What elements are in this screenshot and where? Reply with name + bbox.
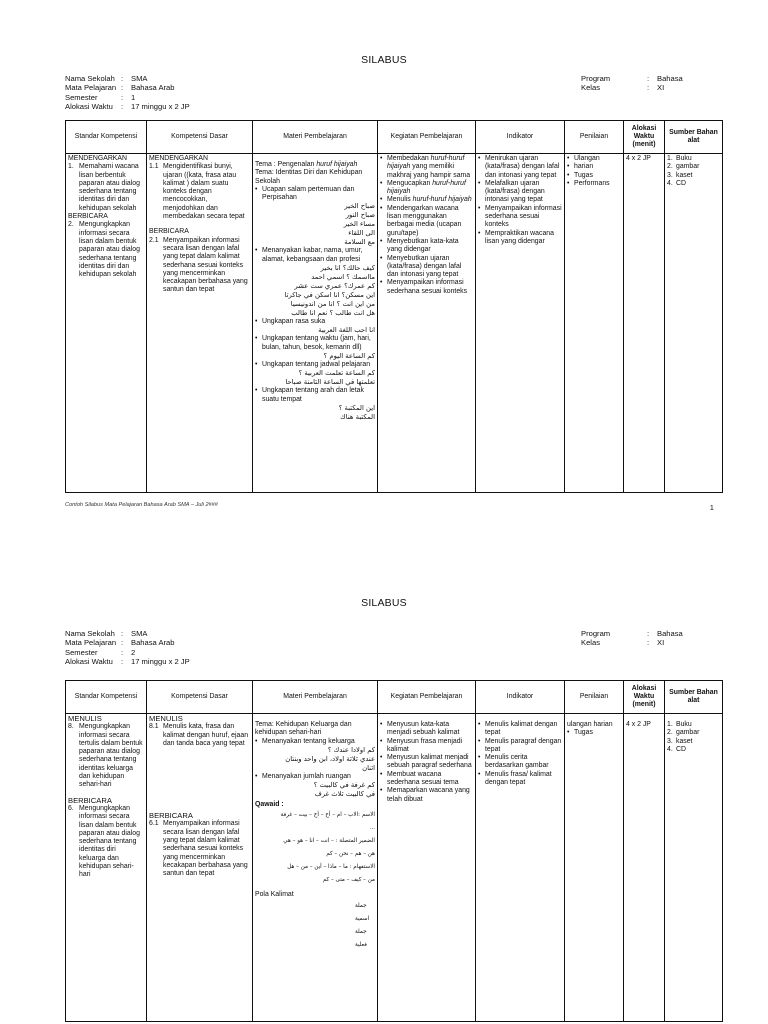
list-item: • Ungkapan tentang jadwal pelajaran: [255, 361, 375, 369]
school-info: [65, 74, 190, 111]
arabic-text: جملة اسمية جملة فعلية: [355, 902, 370, 948]
arabic-text: كيف حالك؟ انا بخير مااسمك ؟ اسمي احمد كم عمرك؟ عمري ست عشر اين مسكن؟ انا اسكن في جاكرتا من اين انت ؟ انا من اندونيسيا هل انت طالب ؟ نعم انا طالب: [284, 264, 375, 318]
arabic-text: الاسم :الاب – ام – أخ – أخ – بيت – غرفة ... الضمير المتصلة : – انت – انا – هو – هي هن – هم – نحن – كم الاستفهام : ما – ماذا – أين – من – هل من – كيف – متى – كم: [280, 812, 375, 884]
page-title: SILABUS: [361, 597, 407, 609]
meta-row: Program : Bahasa: [581, 629, 683, 638]
col-header: Kegiatan Pembelajaran: [378, 681, 476, 714]
pola-kalimat-label: Pola Kalimat: [255, 891, 294, 899]
col-header: Penilaian: [565, 121, 624, 154]
indikator-cell: [476, 714, 565, 1022]
page-title: SILABUS: [361, 54, 407, 66]
meta-row: Program : Bahasa: [581, 74, 683, 83]
page-number: 1: [709, 503, 714, 512]
meta-row: Nama Sekolah : SMA: [65, 74, 148, 83]
list-item: • Menulis huruf-huruf hijaiyah: [380, 196, 473, 204]
list-item: • Menyusun kalimat menjadi sebuah paragraf sederhana: [380, 754, 473, 771]
arabic-text: اين المكتبة ؟ المكتبة هناك: [338, 403, 375, 421]
list-item: • Membuat wacana sederhana sesuai tema: [380, 771, 473, 788]
kompetensi-dasar-cell: MENDENGARKAN 1.1 Mengidentifikasi bunyi, ujaran ((kata, frasa atau kalimat ) dalam suatu konteks dengan mencocokkan, menjodohkan dan membedakan secara tepat BERBICARA 2.1 Menyampaikan informasi secara lisan dengan lafal yang tepat dalam kalimat sederhana sesuai konteks yang mencerminkan kecakapan berbahasa yang santun dan tepat: [147, 154, 253, 493]
kegiatan-pembelajaran-cell: [378, 154, 476, 493]
list-item: • Menirukan ujaran (kata/frasa) dengan lafal dan intonasi yang tepat: [478, 155, 562, 180]
col-header: Indikator: [476, 121, 565, 154]
col-header: Materi Pembelajaran: [253, 121, 378, 154]
list-item: • Ulangan: [567, 155, 621, 163]
penilaian-cell: [565, 154, 624, 493]
col-header: Penilaian: [565, 681, 624, 714]
arabic-text: كم اولادا عندك ؟ عندي ثلاثة اولاد، ابن واحد وبنتان اثنان: [285, 745, 375, 772]
list-item: • Menanyakan tentang keluarga: [255, 738, 375, 746]
col-header: Sumber Bahan alat: [665, 681, 723, 714]
list-item: • Ungkapan tentang arah dan letak suatu tempat: [255, 387, 375, 404]
arabic-text: كم غرفة في كالبيت ؟ في كالبيت ثلاث غرف: [313, 781, 375, 799]
col-header: Kegiatan Pembelajaran: [378, 121, 476, 154]
indikator-cell: [476, 154, 565, 493]
qawaid-label: Qawaid :: [255, 801, 284, 809]
materi-pembelajaran-cell: Tema: Kehidupan Keluarga dan kehidupan sehari-hari • Menanyakan tentang keluarga كم اولادا عندك ؟ عندي ثلاثة اولاد، ابن واحد وبنتان اثنان • Menanyakan jumlah ruangan كم غرفة في كالبيت ؟ في كالبيت ثلاث غرف Qawaid : الاسم :الاب – ام – أخ – أخ – بيت – غرفة ... الضمير المتصلة : – انت – انا – هو – هي هن – هم – نحن – كم الاستفهام : ما – ماذا – أين – من – هل من – كيف – متى – كم Pola Kalimat جملة اسمية جملة فعلية: [253, 714, 378, 1022]
meta-row: Nama Sekolah : SMA: [65, 629, 148, 638]
alokasi-waktu-cell: 4 x 2 JP: [624, 154, 665, 493]
list-item: • Menanyakan jumlah ruangan: [255, 773, 375, 781]
syllabus-table: [65, 120, 723, 493]
arabic-text: كم الساعة اليوم ؟: [323, 351, 375, 360]
kompetensi-dasar-cell: MENULIS 8.1 Menulis kata, frasa dan kalimat dengan huruf, ejaan dan tanda baca yang tepat BERBICARA 6.1 Menyampaikan informasi secara lisan dengan lafal yang tepat dalam kalimat sederhana sesuai konteks yang mencerminkan kecakapan berbahasa yang santun dan tepat: [147, 714, 253, 1022]
list-item: • Tugas: [567, 172, 621, 180]
col-header: Alokasi Waktu (menit): [624, 681, 665, 714]
penilaian-cell: ulangan harian • Tugas: [565, 714, 624, 1022]
list-item: • Performans: [567, 180, 621, 188]
meta-row: Semester : 1: [65, 92, 136, 102]
table-header-row: [66, 121, 723, 154]
program-info: [581, 629, 683, 648]
list-item: • Menanyakan kabar, nama, umur, alamat, kebangsaan dan profesi: [255, 247, 375, 264]
list-item: • Menyampaikan informasi sederhana sesuai konteks: [478, 205, 562, 230]
list-item: • Tugas: [567, 729, 621, 737]
arabic-text: صباح الخير صباح النور مساء الخير الى اللقاء مع السلامة: [343, 202, 375, 247]
list-item: • Menyusun frasa menjadi kalimat: [380, 738, 473, 755]
list-item: • Mengucapkan huruf-huruf hijaiyah: [380, 180, 473, 197]
arabic-text: انا احب اللغة العربية: [318, 326, 375, 335]
col-header: Kompetensi Dasar: [147, 681, 253, 714]
meta-row: Mata Pelajaran : Bahasa Arab: [65, 83, 175, 93]
col-header: Alokasi Waktu (menit): [624, 121, 665, 154]
syllabus-table: [65, 680, 723, 1022]
meta-row: Kelas : XI: [581, 83, 665, 93]
list-item: • Memaparkan wacana yang telah dibuat: [380, 787, 473, 804]
program-info: [581, 74, 683, 93]
list-item: • Ungkapan rasa suka: [255, 318, 375, 326]
col-header: Standar Kompetensi: [66, 121, 147, 154]
list-item: • Menyebutkan ujaran (kata/frasa) dengan lafal dan intonasi yang tepat: [380, 255, 473, 280]
standar-kompetensi-cell: MENDENGARKAN 1. Memahami wacana lisan berbentuk paparan atau dialog sederhana tentang identitas diri dan kehidupan sekolah BERBICARA 2. Mengungkapkan informasi secara lisan dalam bentuk paparan atau dialog sederhana tentang identitas diri dan kehidupan sekolah: [66, 154, 147, 493]
col-header: Standar Kompetensi: [66, 681, 147, 714]
meta-row: Alokasi Waktu : 17 minggu x 2 JP: [65, 656, 190, 666]
list-item: • Ungkapan tentang waktu (jam, hari, bulan, tahun, besok, kemarin dll): [255, 335, 375, 352]
sumber-bahan-cell: 1. Buku 2. gambar 3. kaset 4. CD: [665, 714, 723, 1022]
col-header: Kompetensi Dasar: [147, 121, 253, 154]
table-row: [66, 714, 723, 1022]
col-header: Sumber Bahan alat: [665, 121, 723, 154]
col-header: Indikator: [476, 681, 565, 714]
list-item: • Menyebutkan kata-kata yang didengar: [380, 238, 473, 255]
list-item: • Membedakan huruf-huruf hijaiyah yang memiliki makhraj yang hampir sama: [380, 155, 473, 180]
list-item: • Mendengarkan wacana lisan menggunakan berbagai media (ucapan guru/tape): [380, 205, 473, 238]
list-item: • Menulis frasa/ kalimat dengan tepat: [478, 771, 562, 788]
meta-row: Alokasi Waktu : 17 minggu x 2 JP: [65, 101, 190, 111]
page-footer: Contoh Silabus Mata Pelajaran Bahasa Arab SMA – Juli 2###: [65, 502, 218, 508]
list-item: • Menulis paragraf dengan tepat: [478, 738, 562, 755]
meta-row: Kelas : XI: [581, 638, 665, 648]
list-item: • Ucapan salam pertemuan dan Perpisahan: [255, 186, 375, 203]
school-info: [65, 629, 190, 666]
list-item: • harian: [567, 163, 621, 171]
standar-kompetensi-cell: MENULIS 8. Mengungkapkan informasi secara tertulis dalam bentuk paparan atau dialog sederhana tentang identitas keluarga dan kehidupan sehari-hari BERBICARA 6. Mengungkapkan informasi secara lisan dalam bentuk paparan atau dialog sederhana tentang identitas diri keluarga dan kehidupan sehari-hari: [66, 714, 147, 1022]
list-item: • Menyusun kata-kata menjadi sebuah kalimat: [380, 721, 473, 738]
table-row: [66, 154, 723, 493]
sumber-bahan-cell: 1. Buku 2. gambar 3. kaset 4. CD: [665, 154, 723, 493]
materi-pembelajaran-cell: Tema : Pengenalan huruf hijaiyah Tema: Identitas Diri dan Kehidupan Sekolah • Ucapan salam pertemuan dan Perpisahan صباح الخير صباح النور مساء الخير الى اللقاء مع السلامة • Menanyakan kabar, nama, umur, alamat, kebangsaan dan profesi كيف حالك؟ انا بخير مااسمك ؟ اسمي احمد كم عمرك؟ عمري ست عشر اين مسكن؟ انا اسكن في جاكرتا من اين انت ؟ انا من اندونيسيا هل انت طالب ؟ نعم انا طالب • Ungkapan rasa suka انا احب اللغة العربية • Ungkapan tentang waktu (jam, hari, bulan, tahun, besok, kemarin dll) كم الساعة اليوم ؟ • Ungkapan tentang jadwal pelajaran كم الساعة تعلمت العربية ؟ تعلمتها في الساعة الثامنة صباحا • Ungkapan tentang arah dan letak suatu tempat اين المكتبة ؟ المكتبة هناك: [253, 154, 378, 493]
arabic-text: كم الساعة تعلمت العربية ؟ تعلمتها في الساعة الثامنة صباحا: [285, 369, 375, 387]
list-item: • Menyampaikan informasi sederhana sesuai konteks: [380, 279, 473, 296]
list-item: • Melafalkan ujaran (kata/frasa) dengan intonasi yang tepat: [478, 180, 562, 205]
meta-row: Mata Pelajaran : Bahasa Arab: [65, 638, 175, 648]
meta-row: Semester : 2: [65, 647, 136, 657]
syllabus-page-2: [0, 540, 768, 1024]
kegiatan-pembelajaran-cell: [378, 714, 476, 1022]
list-item: • Menulis kalimat dengan tepat: [478, 721, 562, 738]
alokasi-waktu-cell: 4 x 2 JP: [624, 714, 665, 1022]
table-header-row: [66, 681, 723, 714]
list-item: • Menulis cerita berdasarkan gambar: [478, 754, 562, 771]
col-header: Materi Pembelajaran: [253, 681, 378, 714]
list-item: • Mempraktikan wacana lisan yang didengar: [478, 230, 562, 247]
